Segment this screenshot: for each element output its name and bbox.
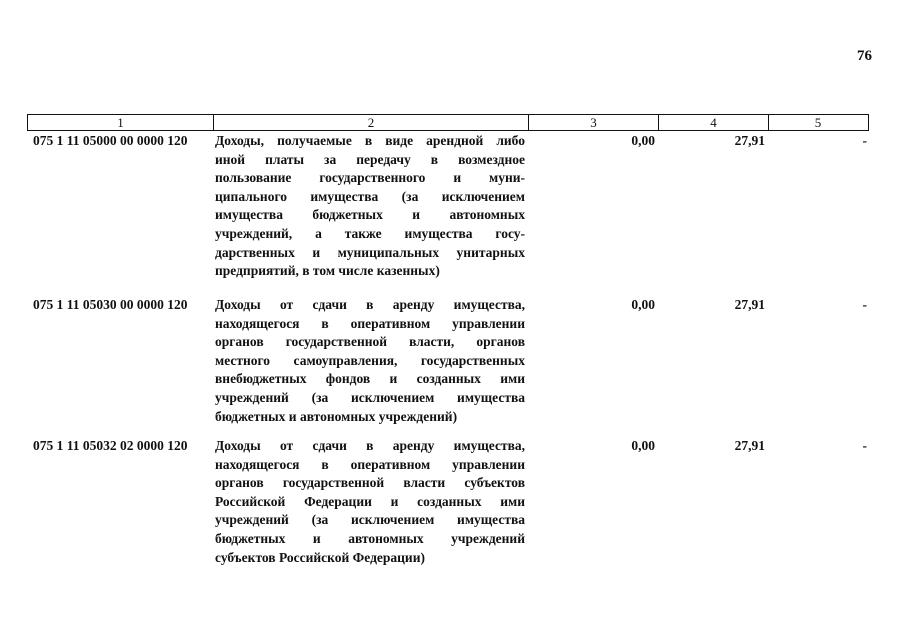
description-line: бюджетных и автономных учреждений	[215, 530, 525, 546]
col3-value: 0,00	[631, 438, 655, 453]
description-line: Российской Федерации и созданных ими	[215, 493, 525, 509]
page-number: 76	[857, 48, 872, 64]
description-line: органов государственной власти, органов	[215, 334, 525, 350]
budget-code: 075 1 11 05032 02 0000 120	[33, 438, 188, 453]
col3-value: 0,00	[631, 297, 655, 312]
table-header	[27, 114, 869, 131]
header-col-5: 5	[768, 115, 867, 130]
description-line: местного самоуправления, государственных	[215, 352, 525, 368]
description-line: находящегося в оперативном управлении	[215, 315, 525, 331]
col5-value: -	[862, 297, 867, 312]
description-line: Доходы от сдачи в аренду имущества,	[215, 297, 525, 312]
description-line: органов государственной власти субъектов	[215, 475, 525, 491]
row-description	[215, 437, 525, 567]
description-line: бюджетных и автономных учреждений)	[215, 408, 458, 424]
budget-code: 075 1 11 05030 00 0000 120	[33, 297, 188, 312]
description-line: субъектов Российской Федерации)	[215, 549, 425, 565]
description-line: иной платы за передачу в возмездное	[215, 151, 525, 167]
col4-value: 27,91	[734, 297, 765, 312]
description-line: учреждений (за исключением имущества	[215, 389, 525, 405]
description-line: пользование государственного и муни-	[215, 170, 525, 186]
description-line: дарственных и муниципальных унитарных	[215, 244, 525, 260]
description-line: ципального имущества (за исключением	[215, 188, 525, 204]
description-line: находящегося в оперативном управлении	[215, 456, 525, 472]
col4-value: 27,91	[734, 133, 765, 148]
description-line: имущества бюджетных и автономных	[215, 207, 525, 223]
budget-code: 075 1 11 05000 00 0000 120	[33, 133, 188, 148]
col5-value: -	[862, 133, 867, 148]
header-col-2: 2	[213, 115, 528, 130]
header-col-4: 4	[658, 115, 768, 130]
description-line: Доходы от сдачи в аренду имущества,	[215, 438, 525, 453]
description-line: предприятий, в том числе казенных)	[215, 263, 440, 279]
row-description	[215, 132, 525, 281]
description-line: учреждений (за исключением имущества	[215, 512, 525, 528]
description-line: Доходы, получаемые в виде арендной либо	[215, 133, 525, 148]
col4-value: 27,91	[734, 438, 765, 453]
row-description	[215, 296, 525, 426]
col5-value: -	[862, 438, 867, 453]
col3-value: 0,00	[631, 133, 655, 148]
description-line: учреждений, а также имущества госу-	[215, 225, 525, 241]
header-col-3: 3	[528, 115, 658, 130]
description-line: внебюджетных фондов и созданных ими	[215, 371, 525, 387]
header-col-1: 1	[117, 115, 124, 130]
